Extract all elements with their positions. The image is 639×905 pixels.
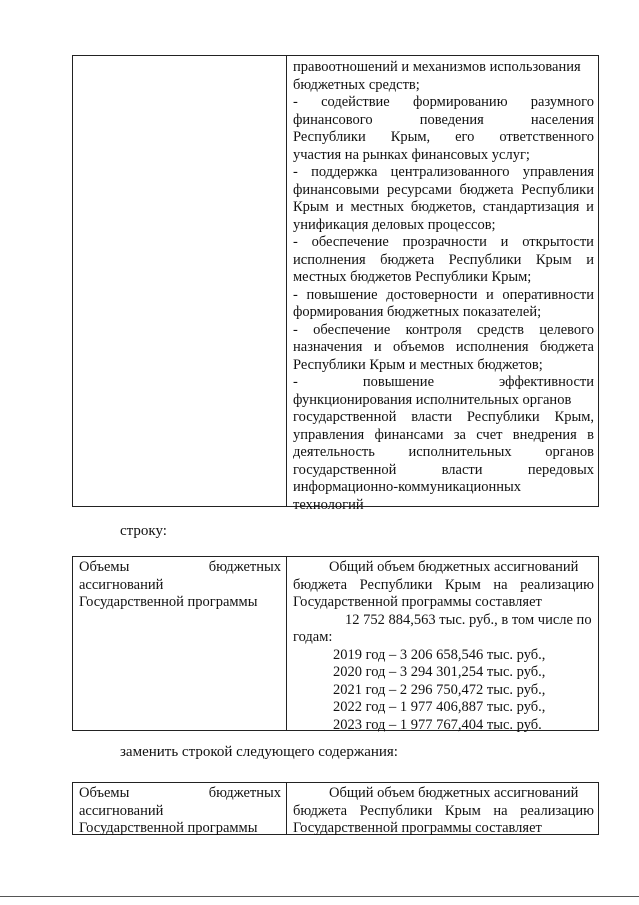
table1-left-cell (72, 55, 287, 507)
right-cell-line: 2019 год – 3 206 658,546 тыс. руб., (333, 646, 546, 663)
table1-line: назначения и объемов исполнения бюджета (293, 339, 594, 355)
right-cell-line: Общий объем бюджетных ассигнований (329, 559, 579, 575)
table1-line: финансовыми ресурсами бюджета Республики (293, 181, 594, 198)
table1-line: бюджетных средств; (293, 76, 420, 93)
left-cell-line: Объемы бюджетных (79, 559, 281, 575)
right-cell-line: 2023 год – 1 977 767,404 тыс. руб. (333, 716, 542, 733)
table1-line: формирования бюджетных показателей; (293, 304, 542, 320)
table1-line: - обеспечение контроля средств целевого (293, 321, 594, 338)
right-cell-line: годам: (293, 629, 333, 645)
right-cell-line: 2021 год – 2 296 750,472 тыс. руб., (333, 681, 546, 698)
table1-line: Крым и местных бюджетов, стандартизация и (293, 199, 594, 215)
table1-line: финансового поведения населения (293, 111, 594, 128)
table1-line: Республики Крым, его ответственного (293, 129, 594, 145)
right-cell-line: бюджета Республики Крым на реализацию (293, 576, 594, 593)
table1-line: унификация деловых процессов; (293, 216, 496, 233)
table1-line: местных бюджетов Республики Крым; (293, 269, 532, 285)
table1-line: - поддержка централизованного управления (293, 164, 594, 180)
label-replace: заменить строкой следующего содержания: (120, 744, 398, 760)
right-cell-line: 2020 год – 3 294 301,254 тыс. руб., (333, 664, 546, 680)
left-cell-line: Государственной программы (79, 820, 258, 836)
table1-line: участия на рынках финансовых услуг; (293, 146, 530, 163)
right-cell-line: Общий объем бюджетных ассигнований (329, 785, 579, 801)
right-cell-line: Государственной программы составляет (293, 820, 542, 836)
left-cell-line: ассигнований (79, 802, 164, 819)
right-cell-line: Государственной программы составляет (293, 594, 542, 610)
table1-line: правоотношений и механизмов использования (293, 59, 581, 75)
label-stroku: строку: (120, 523, 167, 539)
scan-edge-line (0, 896, 639, 897)
table1-line: деятельность исполнительных органов (293, 444, 594, 460)
left-cell-line: ассигнований (79, 576, 164, 593)
table1-line: управления финансами за счет внедрения в (293, 426, 594, 443)
table1-line: - повышение эффективности (293, 374, 594, 390)
table1-line: Республики Крым и местных бюджетов; (293, 356, 543, 373)
table1-line: функционирования исполнительных органов (293, 391, 572, 408)
right-cell-line: 2022 год – 1 977 406,887 тыс. руб., (333, 699, 546, 715)
right-cell-line: бюджета Республики Крым на реализацию (293, 802, 594, 819)
table1-line: технологий (293, 496, 364, 513)
table1-line: информационно-коммуникационных (293, 479, 522, 495)
table1-line: - повышение достоверности и оперативности (293, 286, 594, 303)
table1-line: - содействие формированию разумного (293, 94, 594, 110)
table1-line: исполнения бюджета Республики Крым и (293, 251, 594, 268)
left-cell-line: Объемы бюджетных (79, 785, 281, 801)
table1-line: - обеспечение прозрачности и открытости (293, 234, 594, 250)
table1-line: государственной власти Республики Крым, (293, 409, 594, 425)
table1-line: государственной власти передовых (293, 461, 594, 478)
left-cell-line: Государственной программы (79, 594, 258, 610)
right-cell-line: 12 752 884,563 тыс. руб., в том числе по (345, 611, 592, 628)
